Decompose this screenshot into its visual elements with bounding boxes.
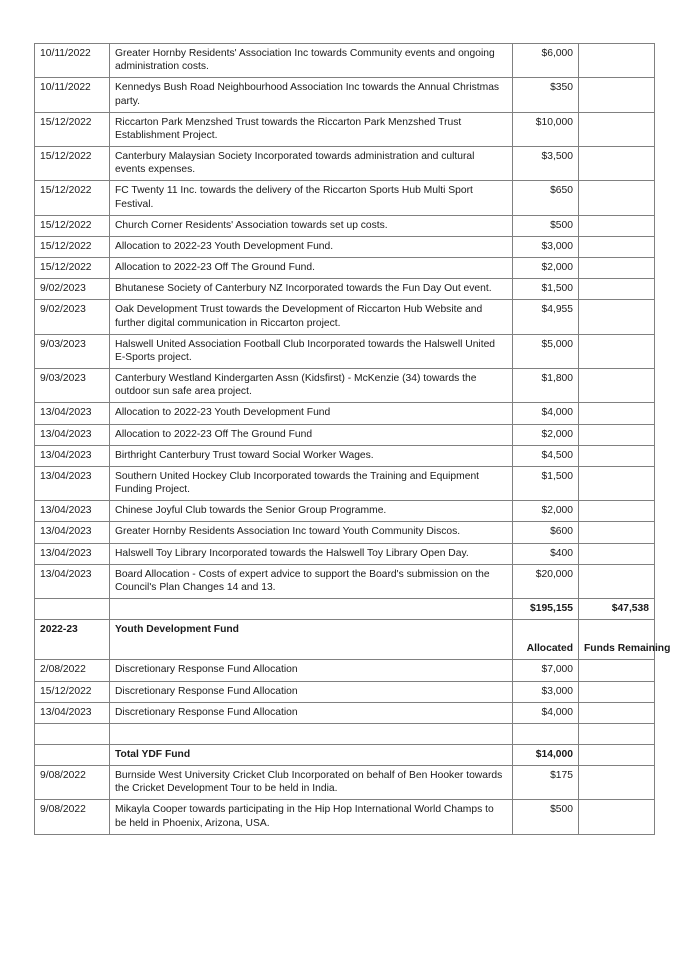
cell-date: 15/12/2022 — [35, 215, 110, 236]
table-row — [35, 424, 655, 445]
cell-description — [110, 723, 513, 744]
cell-date: 9/08/2022 — [35, 766, 110, 800]
cell-description: Chinese Joyful Club towards the Senior Group Programme. — [110, 501, 513, 522]
cell-remaining — [579, 258, 655, 279]
cell-description: Board Allocation - Costs of expert advice to support the Board's submission on the Council's Plan Changes 14 and 13. — [110, 564, 513, 598]
cell-date: 13/04/2023 — [35, 501, 110, 522]
cell-allocated: $600 — [513, 522, 579, 543]
table-row — [35, 445, 655, 466]
cell-description: Greater Hornby Residents Association Inc toward Youth Community Discos. — [110, 522, 513, 543]
cell-remaining — [579, 279, 655, 300]
cell-date: 15/12/2022 — [35, 112, 110, 146]
table-row — [35, 236, 655, 257]
cell-description: Southern United Hockey Club Incorporated towards the Training and Equipment Funding Project. — [110, 466, 513, 500]
cell-remaining — [579, 501, 655, 522]
cell-allocated: $1,800 — [513, 369, 579, 403]
cell-remaining — [579, 522, 655, 543]
cell-description: Bhutanese Society of Canterbury NZ Incorporated towards the Fun Day Out event. — [110, 279, 513, 300]
cell-remaining — [579, 660, 655, 681]
section-year: 2022-23 — [35, 620, 110, 660]
cell-date: 13/04/2023 — [35, 403, 110, 424]
cell-date: 13/04/2023 — [35, 522, 110, 543]
table-row — [35, 369, 655, 403]
cell-description: Discretionary Response Fund Allocation — [110, 660, 513, 681]
table-row — [35, 723, 655, 744]
cell-date: 13/04/2023 — [35, 564, 110, 598]
cell-description: Allocation to 2022-23 Off The Ground Fund — [110, 424, 513, 445]
cell-allocated: $5,000 — [513, 334, 579, 368]
cell-remaining — [579, 112, 655, 146]
cell-remaining — [579, 702, 655, 723]
cell-remaining — [579, 681, 655, 702]
cell-description: Total YDF Fund — [110, 744, 513, 765]
cell-description: Halswell Toy Library Incorporated towards the Halswell Toy Library Open Day. — [110, 543, 513, 564]
column-header-allocated: Allocated — [513, 620, 579, 660]
column-header-funds-remaining: Funds Remaining — [579, 620, 655, 660]
cell-date: 9/02/2023 — [35, 300, 110, 334]
table-row — [35, 766, 655, 800]
table-row — [35, 522, 655, 543]
cell-allocated: $500 — [513, 800, 579, 834]
table-row — [35, 147, 655, 181]
cell-remaining — [579, 403, 655, 424]
cell-date: 10/11/2022 — [35, 78, 110, 112]
table-row — [35, 744, 655, 765]
cell-remaining — [579, 369, 655, 403]
cell-remaining: $47,538 — [579, 599, 655, 620]
table-row — [35, 258, 655, 279]
cell-description: Church Corner Residents' Association towards set up costs. — [110, 215, 513, 236]
cell-description: Allocation to 2022-23 Youth Development Fund. — [110, 236, 513, 257]
funding-allocation-table — [34, 43, 671, 835]
table-body — [35, 44, 671, 835]
cell-allocated: $7,000 — [513, 660, 579, 681]
cell-date: 9/08/2022 — [35, 800, 110, 834]
table-row — [35, 702, 655, 723]
table-row — [35, 466, 655, 500]
cell-remaining — [579, 147, 655, 181]
cell-date: 13/04/2023 — [35, 445, 110, 466]
cell-allocated: $6,000 — [513, 44, 579, 78]
cell-description: Burnside West University Cricket Club Incorporated on behalf of Ben Hooker towards the Cricket Development Tour to be held in India. — [110, 766, 513, 800]
cell-description: Oak Development Trust towards the Development of Riccarton Hub Website and further digital communication in Riccarton project. — [110, 300, 513, 334]
cell-remaining — [579, 744, 655, 765]
cell-allocated: $3,000 — [513, 681, 579, 702]
cell-allocated: $4,000 — [513, 702, 579, 723]
cell-remaining — [579, 800, 655, 834]
table-row — [35, 599, 655, 620]
cell-allocated: $2,000 — [513, 258, 579, 279]
cell-allocated: $14,000 — [513, 744, 579, 765]
cell-date — [35, 744, 110, 765]
cell-allocated: $20,000 — [513, 564, 579, 598]
cell-remaining — [579, 543, 655, 564]
cell-remaining — [579, 445, 655, 466]
cell-description — [110, 599, 513, 620]
cell-description: Canterbury Malaysian Society Incorporated towards administration and cultural events expenses. — [110, 147, 513, 181]
cell-description: Halswell United Association Football Club Incorporated towards the Halswell United E-Sports project. — [110, 334, 513, 368]
table-row — [35, 112, 655, 146]
cell-date: 13/04/2023 — [35, 466, 110, 500]
table-row — [35, 44, 655, 78]
cell-date: 15/12/2022 — [35, 681, 110, 702]
cell-description: FC Twenty 11 Inc. towards the delivery of the Riccarton Sports Hub Multi Sport Festival. — [110, 181, 513, 215]
cell-description: Riccarton Park Menzshed Trust towards the Riccarton Park Menzshed Trust Establishment Project. — [110, 112, 513, 146]
cell-remaining — [579, 215, 655, 236]
cell-allocated: $2,000 — [513, 424, 579, 445]
cell-allocated: $3,000 — [513, 236, 579, 257]
cell-remaining — [579, 466, 655, 500]
cell-allocated: $10,000 — [513, 112, 579, 146]
cell-allocated: $350 — [513, 78, 579, 112]
cell-remaining — [579, 334, 655, 368]
cell-allocated: $500 — [513, 215, 579, 236]
cell-description: Kennedys Bush Road Neighbourhood Association Inc towards the Annual Christmas party. — [110, 78, 513, 112]
section-title: Youth Development Fund — [110, 620, 513, 660]
cell-description: Discretionary Response Fund Allocation — [110, 702, 513, 723]
cell-description: Birthright Canterbury Trust toward Social Worker Wages. — [110, 445, 513, 466]
table-row — [35, 78, 655, 112]
table-row — [35, 403, 655, 424]
table-row — [35, 543, 655, 564]
cell-date: 13/04/2023 — [35, 424, 110, 445]
cell-description: Canterbury Westland Kindergarten Assn (Kidsfirst) - McKenzie (34) towards the outdoor sun safe area project. — [110, 369, 513, 403]
cell-date: 9/02/2023 — [35, 279, 110, 300]
table-row — [35, 800, 655, 834]
cell-date — [35, 599, 110, 620]
cell-remaining — [579, 44, 655, 78]
cell-remaining — [579, 78, 655, 112]
cell-allocated: $650 — [513, 181, 579, 215]
cell-description: Allocation to 2022-23 Youth Development Fund — [110, 403, 513, 424]
cell-date: 13/04/2023 — [35, 543, 110, 564]
cell-allocated: $195,155 — [513, 599, 579, 620]
cell-remaining — [579, 236, 655, 257]
cell-allocated: $4,500 — [513, 445, 579, 466]
table-row — [35, 501, 655, 522]
cell-date: 15/12/2022 — [35, 258, 110, 279]
table-row — [35, 215, 655, 236]
cell-allocated — [513, 723, 579, 744]
cell-date: 9/03/2023 — [35, 334, 110, 368]
cell-remaining — [579, 424, 655, 445]
cell-allocated: $175 — [513, 766, 579, 800]
cell-date: 10/11/2022 — [35, 44, 110, 78]
cell-allocated: $400 — [513, 543, 579, 564]
cell-date — [35, 723, 110, 744]
cell-date: 15/12/2022 — [35, 181, 110, 215]
table-row — [35, 300, 655, 334]
table-row — [35, 564, 655, 598]
cell-allocated: $4,955 — [513, 300, 579, 334]
cell-allocated: $1,500 — [513, 279, 579, 300]
table-row — [35, 660, 655, 681]
cell-remaining — [579, 766, 655, 800]
table-row — [35, 181, 655, 215]
cell-description: Discretionary Response Fund Allocation — [110, 681, 513, 702]
cell-description: Allocation to 2022-23 Off The Ground Fund. — [110, 258, 513, 279]
cell-date: 15/12/2022 — [35, 236, 110, 257]
cell-description: Mikayla Cooper towards participating in the Hip Hop International World Champs to be held in Phoenix, Arizona, USA. — [110, 800, 513, 834]
cell-allocated: $4,000 — [513, 403, 579, 424]
cell-allocated: $2,000 — [513, 501, 579, 522]
cell-description: Greater Hornby Residents' Association Inc towards Community events and ongoing administration costs. — [110, 44, 513, 78]
table-row — [35, 279, 655, 300]
cell-date: 2/08/2022 — [35, 660, 110, 681]
cell-date: 9/03/2023 — [35, 369, 110, 403]
table-row — [35, 681, 655, 702]
cell-remaining — [579, 300, 655, 334]
cell-remaining — [579, 723, 655, 744]
cell-remaining — [579, 564, 655, 598]
cell-remaining — [579, 181, 655, 215]
cell-date: 13/04/2023 — [35, 702, 110, 723]
table-row — [35, 334, 655, 368]
cell-date: 15/12/2022 — [35, 147, 110, 181]
cell-allocated: $1,500 — [513, 466, 579, 500]
section-header-row — [35, 620, 655, 660]
cell-allocated: $3,500 — [513, 147, 579, 181]
